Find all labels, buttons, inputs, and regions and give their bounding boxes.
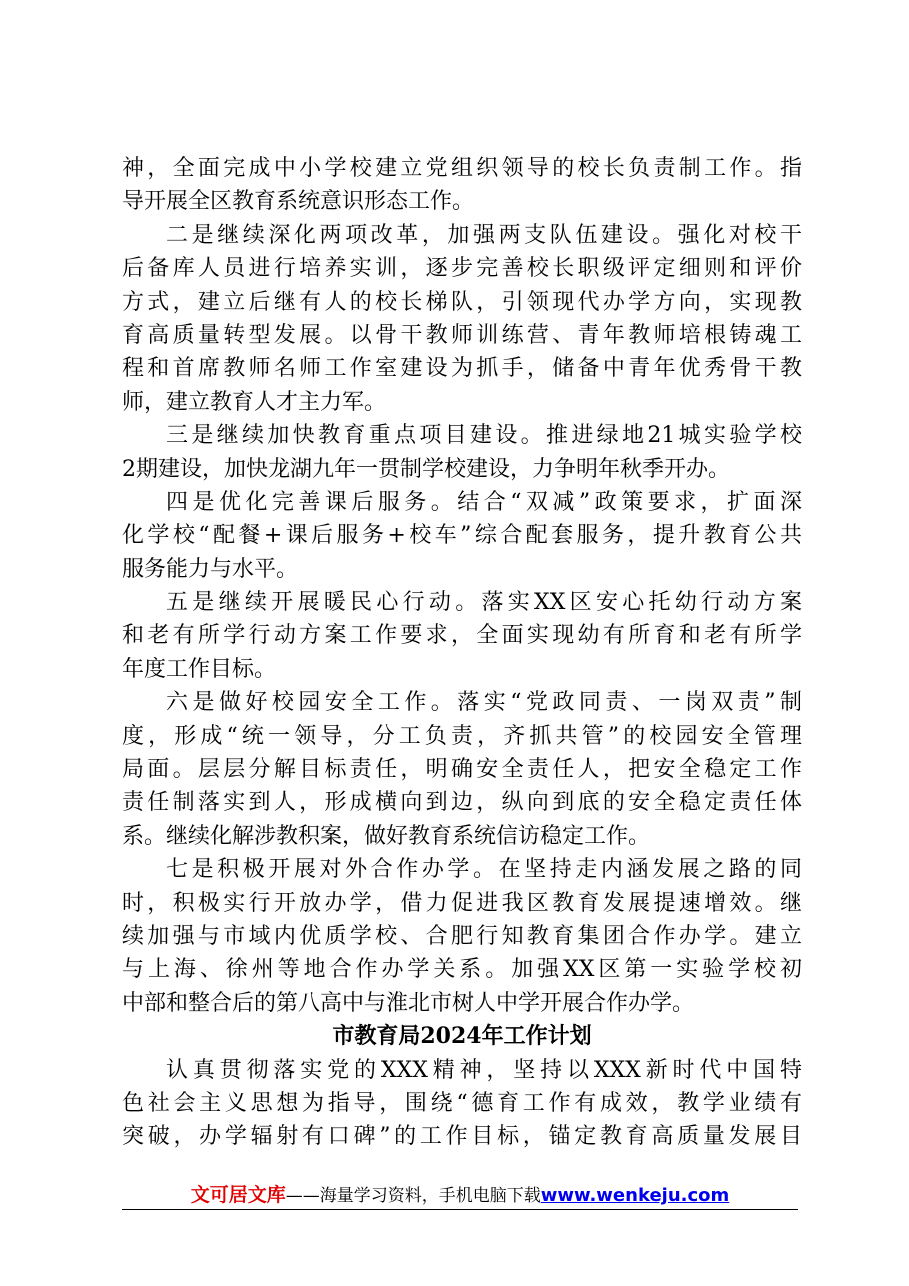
text-line: 四是优化完善课后服务。结合“双减”政策要求，扩面深 <box>166 489 802 515</box>
text-line: 师，建立教育人才主力军。 <box>122 389 387 415</box>
text-line: 度，形成“统一领导，分工负责，齐抓共管”的校园安全管理 <box>122 723 802 749</box>
text-line: 导开展全区教育系统意识形态工作。 <box>122 189 475 215</box>
footer-tagline: ——海量学习资料，手机电脑下载 <box>285 1186 541 1206</box>
text-line: 色社会主义思想为指导，围绕“德育工作有成效，教学业绩有 <box>122 1090 802 1116</box>
text-line: 续加强与市域内优质学校、合肥行知教育集团合作办学。建立 <box>122 923 802 949</box>
text-line: 责任制落实到人，形成横向到边，纵向到底的安全稳定责任体 <box>122 790 802 816</box>
text-line: 系。继续化解涉教积案，做好教育系统信访稳定工作。 <box>122 823 651 849</box>
text-line: 方式，建立后继有人的校长梯队，引领现代办学方向，实现教 <box>122 289 802 315</box>
text-line: 六是做好校园安全工作。落实“党政同责、一岗双责”制 <box>166 690 802 716</box>
text-line: 2期建设，加快龙湖九年一贯制学校建设，力争明年秋季开办。 <box>122 456 730 482</box>
text-line: 程和首席教师名师工作室建设为抓手，储备中青年优秀骨干教 <box>122 356 802 382</box>
text-line: 和老有所学行动方案工作要求，全面实现幼有所育和老有所学 <box>122 623 802 649</box>
footer-brand: 文可居文库 <box>190 1184 286 1206</box>
text-line: 二是继续深化两项改革，加强两支队伍建设。强化对校干 <box>166 222 802 248</box>
text-line: 五是继续开展暖民心行动。落实XX区安心托幼行动方案 <box>166 590 802 616</box>
text-line: 局面。层层分解目标责任，明确安全责任人，把安全稳定工作 <box>122 757 802 783</box>
text-line: 与上海、徐州等地合作办学关系。加强XX区第一实验学校初 <box>122 957 802 983</box>
text-line: 七是积极开展对外合作办学。在坚持走内涵发展之路的同 <box>166 857 802 883</box>
section-heading: 市教育局2024年工作计划 <box>332 1023 592 1050</box>
text-line: 育高质量转型发展。以骨干教师训练营、青年教师培根铸魂工 <box>122 322 802 348</box>
body-text <box>122 152 802 1154</box>
text-line: 突破，办学辐射有口碑”的工作目标，锚定教育高质量发展目 <box>122 1124 802 1150</box>
text-line: 后备库人员进行培养实训，逐步完善校长职级评定细则和评价 <box>122 256 802 282</box>
text-line: 化学校“配餐+课后服务+校车”综合配套服务，提升教育公共 <box>122 523 802 549</box>
text-line: 认真贯彻落实党的XXX精神，坚持以XXX新时代中国特 <box>166 1057 802 1083</box>
text-line: 三是继续加快教育重点项目建设。推进绿地21城实验学校 <box>166 423 802 449</box>
text-line: 时，积极实行开放办学，借力促进我区教育发展提速增效。继 <box>122 890 802 916</box>
text-line: 年度工作目标。 <box>122 656 277 682</box>
text-line: 神，全面完成中小学校建立党组织领导的校长负责制工作。指 <box>122 156 802 181</box>
text-line: 中部和整合后的第八高中与淮北市树人中学开展合作办学。 <box>122 990 695 1016</box>
footer-website-link[interactable]: www.wenkeju.com <box>540 1185 730 1206</box>
footer-divider <box>122 1209 798 1210</box>
text-line: 服务能力与水平。 <box>122 556 299 582</box>
page-footer <box>122 1180 798 1210</box>
